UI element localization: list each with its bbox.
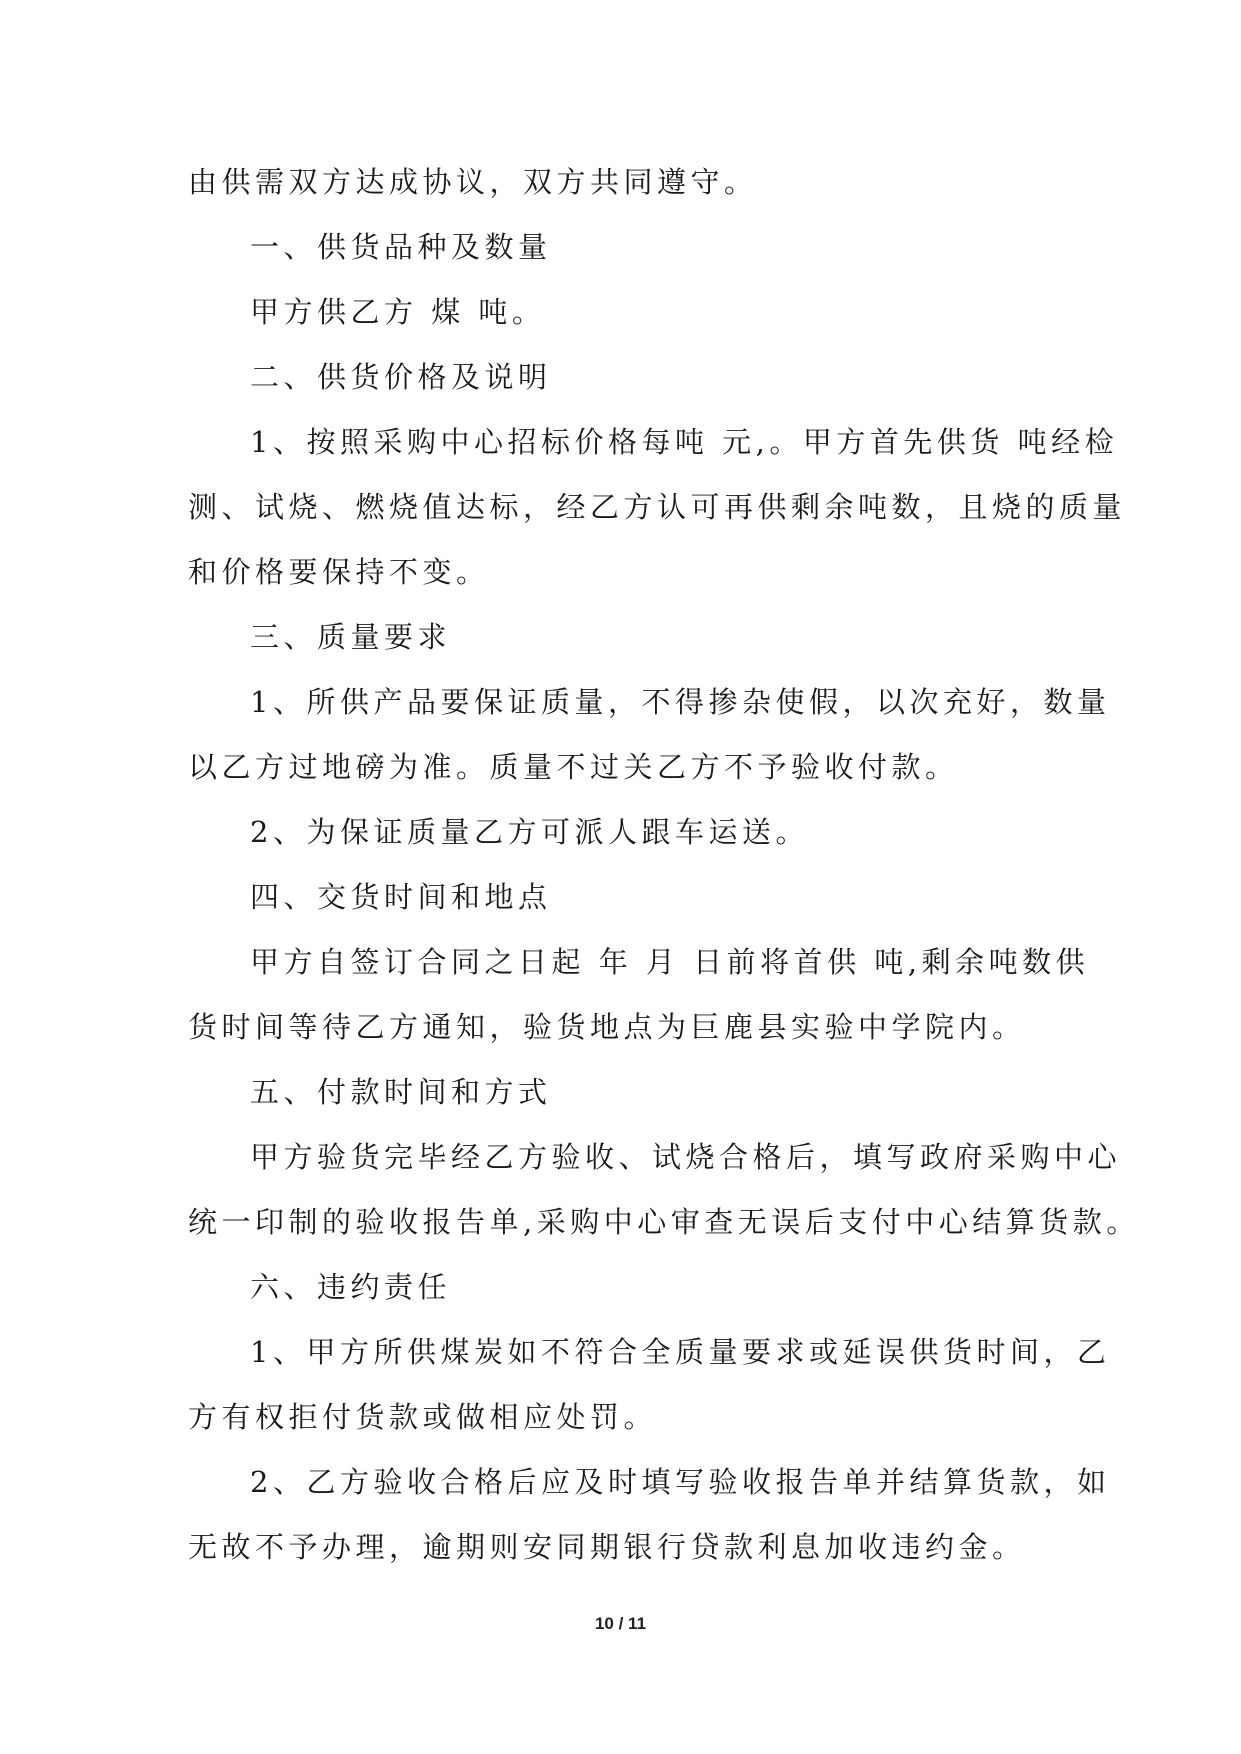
paragraph-line: 2、为保证质量乙方可派人跟车运送。 [250,815,809,849]
section-heading: 六、违约责任 [250,1270,452,1304]
paragraph-line: 货时间等待乙方通知，验货地点为巨鹿县实验中学院内。 [188,1010,1026,1044]
paragraph-line: 方有权拒付货款或做相应处罚。 [188,1400,658,1434]
paragraph-line: 1、按照采购中心招标价格每吨 元,。甲方首先供货 吨经检 [250,425,1119,459]
paragraph-line: 测、试烧、燃烧值达标，经乙方认可再供剩余吨数，且烧的质量 [188,490,1127,524]
section-heading: 二、供货价格及说明 [250,360,552,394]
section-heading: 一、供货品种及数量 [250,230,552,264]
paragraph-line: 1、所供产品要保证质量，不得掺杂使假，以次充好，数量 [250,685,1111,719]
paragraph-line: 无故不予办理，逾期则安同期银行贷款利息加收违约金。 [188,1530,1026,1564]
paragraph-line: 2、乙方验收合格后应及时填写验收报告单并结算货款，如 [250,1465,1111,1499]
paragraph-line: 以乙方过地磅为准。质量不过关乙方不予验收付款。 [188,750,959,784]
paragraph-line: 1、甲方所供煤炭如不符合全质量要求或延误供货时间，乙 [250,1335,1111,1369]
section-heading: 五、付款时间和方式 [250,1075,552,1109]
section-heading: 四、交货时间和地点 [250,880,552,914]
paragraph-line: 和价格要保持不变。 [188,555,490,589]
paragraph-line: 甲方验货完毕经乙方验收、试烧合格后，填写政府采购中心 [250,1140,1122,1174]
paragraph-line: 甲方自签订合同之日起 年 月 日前将首供 吨,剩余吨数供 [250,945,1090,979]
section-heading: 三、质量要求 [250,620,452,654]
paragraph-line: 甲方供乙方 煤 吨。 [250,295,546,329]
paragraph-line: 由供需双方达成协议，双方共同遵守。 [188,165,758,199]
paragraph-line: 统一印制的验收报告单,采购中心审查无误后支付中心结算货款。 [188,1205,1140,1239]
document-body [188,150,1140,1580]
page-number: 10 / 11 [594,1614,647,1633]
